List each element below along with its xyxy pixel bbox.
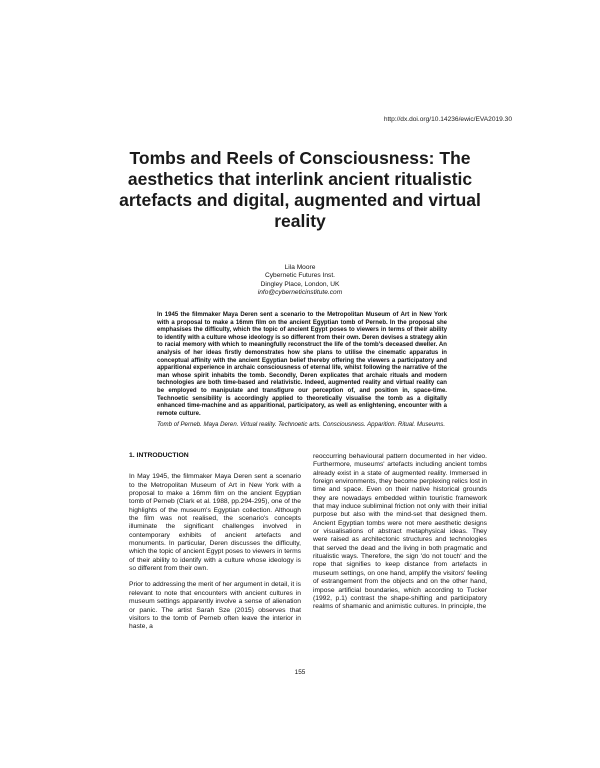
right-column xyxy=(313,453,487,620)
author-name: Lila Moore xyxy=(284,264,316,271)
author-block xyxy=(200,264,400,298)
doi-link[interactable]: http://dx.doi.org/10.14236/ewic/EVA2019.30 xyxy=(383,116,512,123)
body-paragraph: reoccurring behavioural pattern documented in her video. Furthermore, museums' artefacts including ancient tombs already exist in a state of augmented reality. Immersed in foreign environments, they become perplexing relics lost in time and space. Even on their native historical grounds they are nowadays embedded within touristic framework that may induce subliminal friction not only with their initial purpose but also with the mind-set that designed them. Ancient Egyptian tombs were not mere aesthetic designs or visualisations of abstract metaphysical ideas. They were raised as architectonic structures and technologies that served the dead and the living in both pragmatic and ritualistic ways. Therefore, the sign 'do not touch' and the rope that signifies to keep distance from artefacts in museum settings, on one hand, amplify the visitors' feeling of estrangement from the objects and on the other hand, impose artificial boundaries, which according to Tucker (1992, p.1) contrast the shape-shifting and participatory realms of shamanic and animistic cultures. In principle, the xyxy=(313,453,487,611)
author-affiliation: Cybernetic Futures Inst. xyxy=(265,272,335,280)
author-address: Dingley Place, London, UK xyxy=(260,280,340,288)
page-number: 155 xyxy=(294,669,306,676)
section-heading: 1. INTRODUCTION xyxy=(129,452,189,459)
keywords: Tomb of Perneb. Maya Deren. Virtual reality. Technoetic arts. Consciousness. Apparition. Ritual. Museums. xyxy=(157,421,446,428)
abstract: In 1945 the filmmaker Maya Deren sent a scenario to the Metropolitan Museum of Art in New York with a proposal to make a 16mm film on the ancient Egyptian tomb of Perneb. In the proposal she emphasises the difficulty, which the topic of ancient Egypt poses to viewers in terms of their ability to identify with a culture whose ideology is so different from their own. Deren devises a strategy akin to racial memory with which to meaningfully reconstruct the life of the tomb's deceased dweller. An analysis of her ideas firstly demonstrates how she plans to utilise the cinematic apparatus in conceptual affinity with the ancient Egyptian belief thereby offering the viewers a participatory and apparitional experience in archaic consciousness of eternal life, whilst following the narrative of the man whose spirit inhabits the tomb. Secondly, Deren explicates that archaic rituals and modern technologies are both time-based and relativistic. Indeed, augmented reality and virtual reality can be employed to manipulate and transfigure our perception of, and position in, space-time. Technoetic sensibility is accordingly applied to theoretically visualise the tomb as a digitally enhanced time-machine and as apparitional, participatory, as well as enlightening, encounter with a remote culture. xyxy=(157,312,447,417)
body-paragraph: Prior to addressing the merit of her argument in detail, it is relevant to note that encounters with ancient cultures in museum settings apparently involve a sense of alienation or panic. The artist Sarah Sze (2015) observes that visitors to the tomb of Perneb often leave the interior in haste, a xyxy=(129,581,301,631)
paper-title: Tombs and Reels of Consciousness: The aesthetics that interlink ancient ritualistic artefacts and digital, augmented and virtual reality xyxy=(119,148,481,231)
body-paragraph: In May 1945, the filmmaker Maya Deren sent a scenario to the Metropolitan Museum of Art in New York with a proposal to make a 16mm film on the ancient Egyptian tomb of Perneb (Clark et al. 1988, pp.294-295), one of the highlights of the museum's Egyptian collection. Although the film was not realised, the scenario's concepts illuminate the significant challenges involved in contemporary exhibits of ancient artefacts and monuments. In particular, Deren discusses the difficulty, which the topic of ancient Egypt poses to viewers in terms of their ability to identify with a culture whose ideology is so different from their own. xyxy=(129,473,301,573)
author-email[interactable]: info@cyberneticinstitute.com xyxy=(257,289,343,297)
left-column xyxy=(129,452,301,640)
